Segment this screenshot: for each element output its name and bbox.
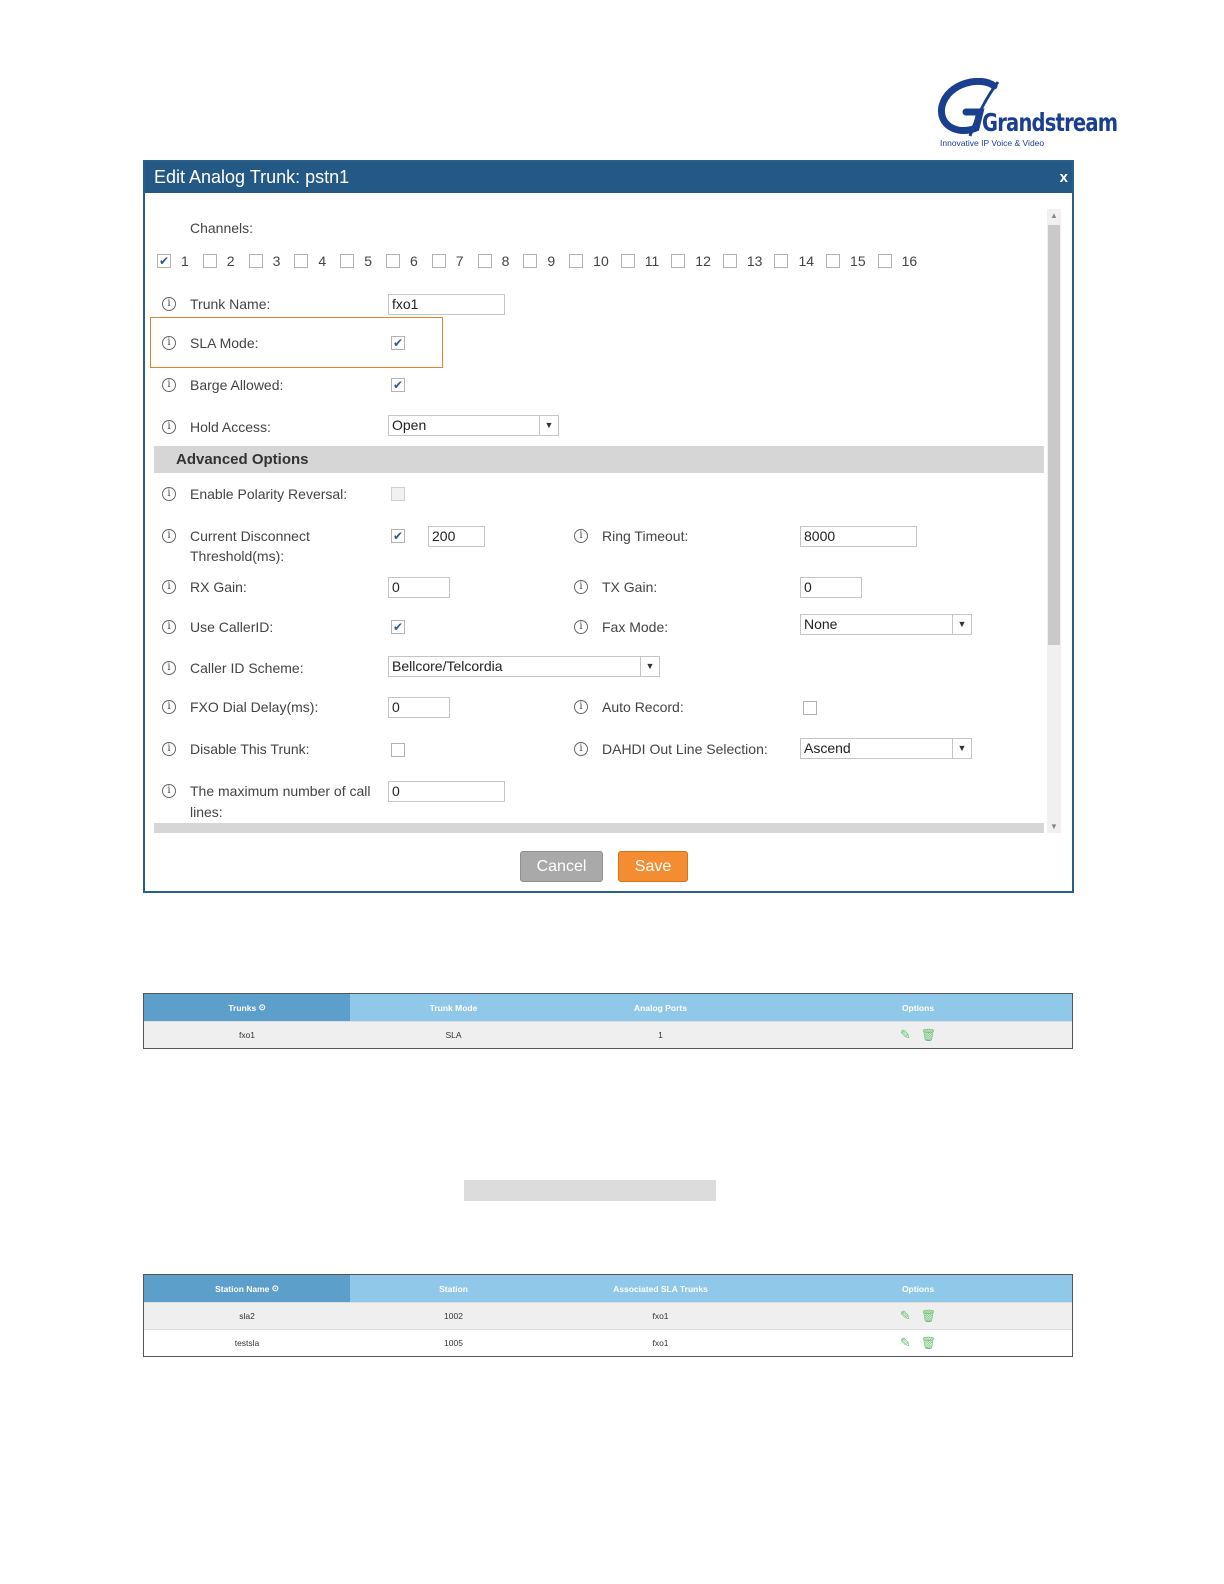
header-label: Trunks <box>228 1002 257 1013</box>
table-cell: fxo1 <box>652 1311 669 1321</box>
disable-trunk-checkbox[interactable] <box>391 743 405 757</box>
fax-mode-value: None <box>804 616 838 632</box>
gray-bar <box>464 1180 716 1201</box>
channel-1-checkbox[interactable]: ✔ <box>158 254 170 268</box>
fax-mode-select[interactable] <box>800 614 972 635</box>
advanced-options-header[interactable]: Advanced Options <box>154 446 1044 473</box>
channel-16[interactable] <box>878 253 918 269</box>
channel-12[interactable] <box>671 253 711 269</box>
channel-14-label: 14 <box>798 253 815 269</box>
info-icon[interactable]: i <box>574 529 588 543</box>
next-section-header[interactable] <box>154 823 1044 833</box>
info-icon[interactable]: i <box>162 580 176 594</box>
table-cell: sla2 <box>239 1311 255 1321</box>
channel-12-label: 12 <box>695 253 711 269</box>
info-icon[interactable]: i <box>162 487 176 501</box>
ring-timeout-label: Ring Timeout: <box>602 528 689 544</box>
analog-ports-column-header: Analog Ports <box>634 1002 687 1013</box>
channel-10-checkbox[interactable] <box>569 254 583 268</box>
tx-gain-label: TX Gain: <box>602 579 658 595</box>
dropdown-arrow-icon[interactable]: ▼ <box>952 739 971 758</box>
trunk-mode-column-header: Trunk Mode <box>429 1002 478 1013</box>
table-cell: 1 <box>658 1030 663 1040</box>
current-disconnect-checkbox[interactable]: ✔ <box>392 529 404 543</box>
channel-3-checkbox[interactable] <box>249 254 263 268</box>
trunks-column-header[interactable] <box>144 994 350 1021</box>
max-call-lines-input[interactable]: 0 <box>388 781 505 802</box>
sla-mode-checkbox[interactable]: ✔ <box>392 336 404 350</box>
grandstream-logo <box>936 78 1118 150</box>
channel-13-checkbox[interactable] <box>723 254 737 268</box>
channel-5-checkbox[interactable] <box>340 254 354 268</box>
channel-13-label: 13 <box>746 253 763 269</box>
channel-16-label: 16 <box>901 253 918 269</box>
sort-icon[interactable]: ⊙ <box>258 1002 266 1012</box>
trunk-name-label: Trunk Name: <box>190 296 271 312</box>
station-name-column-header[interactable] <box>144 1275 350 1302</box>
channel-2-label: 2 <box>226 253 235 269</box>
channel-7-checkbox[interactable] <box>432 254 446 268</box>
channel-8-label: 8 <box>501 253 510 269</box>
channel-1-label: 1 <box>181 253 189 269</box>
channel-10[interactable] <box>569 253 609 269</box>
channel-10-label: 10 <box>593 253 609 269</box>
rx-gain-label: RX Gain: <box>190 579 247 595</box>
fxo-dial-delay-input[interactable]: 0 <box>388 697 450 718</box>
callerid-scheme-value: Bellcore/Telcordia <box>392 658 503 674</box>
dahdi-outline-select[interactable] <box>800 738 972 759</box>
channel-8-checkbox[interactable] <box>478 254 492 268</box>
channel-6-checkbox[interactable] <box>386 254 400 268</box>
channel-7-label: 7 <box>455 253 464 269</box>
channels-label: Channels: <box>190 220 254 236</box>
options-cell <box>764 1022 1072 1048</box>
barge-allowed-label: Barge Allowed: <box>190 377 284 393</box>
options-column-header: Options <box>901 1283 935 1294</box>
channel-4-label: 4 <box>318 253 327 269</box>
close-button[interactable]: x <box>1059 169 1068 186</box>
trash-icon[interactable]: 🗑 <box>920 1309 937 1323</box>
channels-list <box>157 253 917 269</box>
channel-11[interactable] <box>621 253 660 269</box>
table-cell: testsla <box>234 1338 260 1348</box>
max-call-lines-label: The maximum number of call <box>190 783 371 799</box>
table-cell: fxo1 <box>652 1338 669 1348</box>
edit-analog-trunk-dialog <box>143 160 1074 893</box>
info-icon[interactable]: i <box>162 529 176 543</box>
info-icon[interactable]: i <box>162 336 176 350</box>
info-icon[interactable]: i <box>574 580 588 594</box>
channel-1[interactable] <box>157 253 189 269</box>
channel-4[interactable] <box>294 253 326 269</box>
associated-trunks-column-header: Associated SLA Trunks <box>613 1283 708 1294</box>
cancel-button[interactable]: Cancel <box>520 851 603 882</box>
table-cell: 1002 <box>444 1311 463 1321</box>
channel-6[interactable] <box>386 253 418 269</box>
pencil-icon[interactable]: ✎ <box>899 1308 911 1323</box>
channel-14[interactable] <box>774 253 814 269</box>
max-call-lines-label-2: lines: <box>190 804 223 820</box>
hold-access-select[interactable] <box>388 415 559 436</box>
info-icon[interactable]: i <box>574 700 588 714</box>
table-cell: fxo1 <box>238 1030 256 1040</box>
sla-stations-table <box>143 1274 1073 1357</box>
disable-trunk-label: Disable This Trunk: <box>190 741 310 757</box>
trunk-name-input[interactable]: fxo1 <box>388 294 505 315</box>
info-icon[interactable]: i <box>162 297 176 311</box>
scroll-up-icon[interactable]: ▲ <box>1050 211 1058 220</box>
info-icon[interactable]: i <box>162 378 176 392</box>
dropdown-arrow-icon[interactable]: ▼ <box>952 615 971 634</box>
dialog-titlebar <box>145 162 1072 193</box>
ring-timeout-input[interactable]: 8000 <box>800 526 917 547</box>
use-callerid-label: Use CallerID: <box>190 619 274 635</box>
info-icon[interactable]: i <box>162 620 176 634</box>
channel-5-label: 5 <box>364 253 372 269</box>
scroll-down-icon[interactable]: ▼ <box>1050 822 1058 831</box>
table-row <box>144 1021 1072 1048</box>
current-disconnect-label-2: Threshold(ms): <box>190 548 285 564</box>
scrollbar-thumb[interactable] <box>1048 225 1060 645</box>
options-cell <box>764 1330 1072 1356</box>
channel-3[interactable] <box>249 253 281 269</box>
channel-6-label: 6 <box>409 253 418 269</box>
callerid-scheme-label: Caller ID Scheme: <box>190 660 304 676</box>
options-column-header: Options <box>901 1002 935 1013</box>
table-cell: SLA <box>445 1030 462 1040</box>
channel-16-checkbox[interactable] <box>878 254 892 268</box>
sla-mode-label: SLA Mode: <box>190 335 259 351</box>
table-cell: 1005 <box>444 1338 463 1348</box>
table-header <box>144 1275 1072 1302</box>
sort-icon[interactable]: ⊙ <box>271 1283 279 1293</box>
logo-tagline: Innovative IP Voice & Video <box>940 138 1045 148</box>
channel-15-label: 15 <box>850 253 866 269</box>
auto-record-label: Auto Record: <box>602 699 684 715</box>
tx-gain-input[interactable]: 0 <box>800 577 862 598</box>
trash-icon[interactable]: 🗑 <box>920 1028 937 1042</box>
channel-4-checkbox[interactable] <box>294 254 308 268</box>
channel-5[interactable] <box>340 253 372 269</box>
pencil-icon[interactable]: ✎ <box>899 1027 911 1042</box>
rx-gain-input[interactable]: 0 <box>388 577 450 598</box>
callerid-scheme-select[interactable] <box>388 656 660 677</box>
dialog-content <box>145 193 1072 833</box>
barge-allowed-checkbox[interactable]: ✔ <box>392 378 404 392</box>
channel-7[interactable] <box>432 253 464 269</box>
dropdown-arrow-icon[interactable]: ▼ <box>539 416 558 435</box>
info-icon[interactable]: i <box>574 742 588 756</box>
hold-access-label: Hold Access: <box>190 419 271 435</box>
fax-mode-label: Fax Mode: <box>602 619 669 635</box>
table-header <box>144 994 1072 1021</box>
channel-2-checkbox[interactable] <box>203 254 217 268</box>
info-icon[interactable]: i <box>162 661 176 675</box>
use-callerid-checkbox[interactable]: ✔ <box>392 620 404 634</box>
info-icon[interactable]: i <box>162 784 176 798</box>
channel-12-checkbox[interactable] <box>671 254 685 268</box>
channel-14-checkbox[interactable] <box>774 254 788 268</box>
header-label: Station Name <box>215 1283 270 1294</box>
channel-11-checkbox[interactable] <box>621 254 635 268</box>
channel-11-label: 11 <box>644 253 660 269</box>
current-disconnect-input[interactable]: 200 <box>428 526 485 547</box>
channel-3-label: 3 <box>272 253 281 269</box>
dahdi-outline-value: Ascend <box>804 740 851 756</box>
channel-9[interactable] <box>523 253 555 269</box>
station-column-header: Station <box>439 1283 468 1294</box>
dialog-title: Edit Analog Trunk: pstn1 <box>154 167 350 187</box>
logo-brand-text: Grandstream <box>982 108 1118 137</box>
save-button[interactable]: Save <box>618 851 688 882</box>
polarity-reversal-label: Enable Polarity Reversal: <box>190 486 348 502</box>
channel-9-checkbox[interactable] <box>523 254 537 268</box>
info-icon[interactable]: i <box>162 700 176 714</box>
trash-icon[interactable]: 🗑 <box>920 1336 937 1350</box>
info-icon[interactable]: i <box>162 420 176 434</box>
channel-2[interactable] <box>203 253 235 269</box>
scrollbar[interactable] <box>1047 209 1061 833</box>
auto-record-checkbox[interactable] <box>803 701 817 715</box>
options-cell <box>764 1303 1072 1329</box>
info-icon[interactable]: i <box>162 742 176 756</box>
pencil-icon[interactable]: ✎ <box>899 1335 911 1350</box>
channel-9-label: 9 <box>547 253 556 269</box>
channel-15[interactable] <box>826 253 866 269</box>
polarity-reversal-checkbox[interactable] <box>391 487 405 501</box>
table-row <box>144 1329 1072 1356</box>
dropdown-arrow-icon[interactable]: ▼ <box>640 657 659 676</box>
trunks-table <box>143 993 1073 1049</box>
dahdi-outline-label: DAHDI Out Line Selection: <box>602 741 768 757</box>
table-row <box>144 1302 1072 1329</box>
info-icon[interactable]: i <box>574 620 588 634</box>
channel-15-checkbox[interactable] <box>826 254 840 268</box>
channel-8[interactable] <box>478 253 510 269</box>
hold-access-value: Open <box>392 417 427 433</box>
current-disconnect-label: Current Disconnect <box>190 528 310 544</box>
channel-13[interactable] <box>723 253 763 269</box>
fxo-dial-delay-label: FXO Dial Delay(ms): <box>190 699 319 715</box>
